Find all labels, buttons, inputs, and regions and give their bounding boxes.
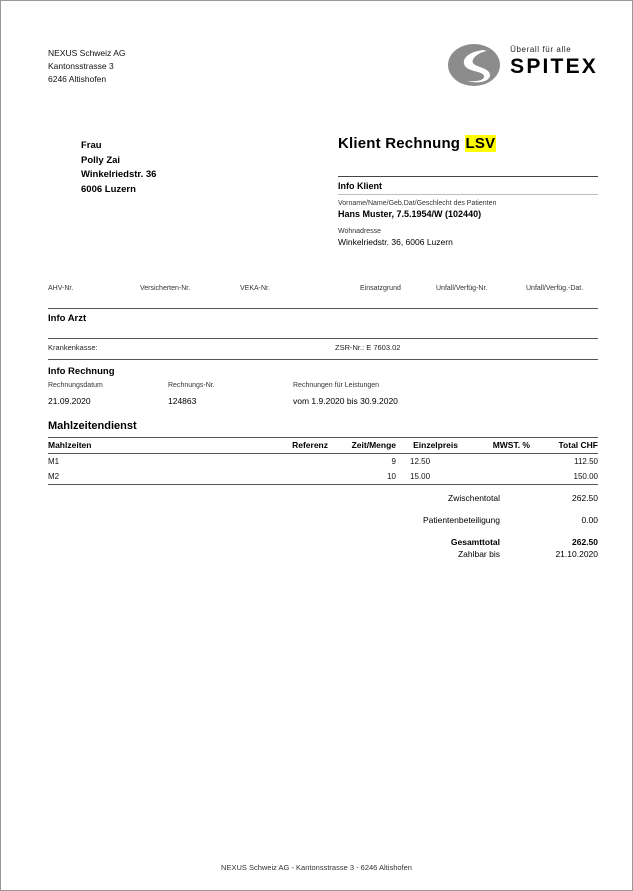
document-header — [48, 47, 598, 87]
insurer-label: Krankenkasse: — [48, 343, 98, 352]
insurer-section — [48, 338, 598, 356]
recipient-line-3: Winkelriedstr. 36 — [81, 169, 157, 180]
subtotal-row — [48, 493, 598, 503]
th-einzelpreis: Einzelpreis — [396, 438, 458, 454]
row-menge: 9 — [391, 457, 396, 466]
logo-wordmark — [510, 43, 598, 77]
sender-line-3: 6246 Altishofen — [48, 74, 107, 84]
th-zeit-menge: Zeit/Menge — [328, 438, 396, 454]
client-caption: Vorname/Name/Geb.Dat/Geschlecht des Patienten — [338, 200, 497, 207]
col-unfall-dat: Unfall/Verfüg.-Dat. — [526, 285, 584, 292]
sender-line-1: NEXUS Schweiz AG — [48, 48, 126, 58]
th-total: Total CHF — [530, 438, 598, 454]
row-name: M2 — [48, 469, 248, 485]
grand-total-label: Gesamttotal — [450, 537, 500, 547]
client-address-value: Winkelriedstr. 36, 6006 Luzern — [338, 237, 453, 247]
invoice-date: 21.09.2020 — [48, 396, 91, 406]
grand-total-value: 262.50 — [572, 537, 598, 547]
invoice-headers — [48, 382, 598, 394]
col-ahv-nr: AHV-Nr. — [48, 285, 74, 292]
doctor-section-label: Info Arzt — [48, 313, 87, 324]
col-unfall-nr: Unfall/Verfüg-Nr. — [436, 285, 488, 292]
row-mwst — [458, 469, 530, 485]
insurer-zsr: ZSR-Nr.: E 7603.02 — [335, 343, 401, 352]
insurance-columns — [48, 285, 598, 305]
client-divider — [338, 194, 598, 195]
row-einzelpreis: 15.00 — [396, 469, 458, 485]
patient-share-label: Patientenbeteiligung — [422, 515, 500, 525]
invoice-title-block — [338, 135, 598, 247]
invoice-values — [48, 396, 598, 410]
doctor-section — [48, 308, 598, 335]
due-date-value: 21.10.2020 — [555, 549, 598, 559]
col-einsatzgrund: Einsatzgrund — [360, 285, 401, 292]
th-mahlzeiten: Mahlzeiten — [48, 438, 248, 454]
swoosh-icon — [447, 43, 501, 87]
sender-line-2: Kantonsstrasse 3 — [48, 61, 114, 71]
service-title: Mahlzeitendienst — [48, 420, 137, 432]
insurer-row — [48, 343, 598, 356]
col-versicherten-nr: Versicherten-Nr. — [140, 285, 191, 292]
row-menge: 10 — [328, 469, 396, 485]
totals-block — [48, 493, 598, 559]
row-referenz — [248, 454, 328, 470]
row-name: M1 — [48, 457, 60, 466]
client-value: Hans Muster, 7.5.1954/W (102440) — [338, 209, 482, 219]
invoice-header-date: Rechnungsdatum — [48, 382, 103, 389]
page-title — [338, 135, 598, 152]
patient-share-value: 0.00 — [581, 515, 598, 525]
invoice-section-label: Info Rechnung — [48, 366, 115, 377]
service-table — [48, 437, 598, 485]
grand-total-row — [48, 537, 598, 547]
logo-tagline: Überall für alle — [510, 45, 572, 54]
invoice-number: 124863 — [168, 396, 197, 406]
recipient-line-2: Polly Zai — [81, 154, 121, 166]
due-date-row — [48, 549, 598, 559]
client-address-caption: Wohnadresse — [338, 228, 382, 235]
invoice-section — [48, 359, 598, 410]
recipient-address — [81, 139, 156, 197]
invoice-header-number: Rechnungs-Nr. — [168, 382, 215, 389]
sender-address — [48, 47, 125, 86]
row-total: 150.00 — [530, 469, 598, 485]
spitex-logo — [447, 43, 598, 87]
recipient-line-1: Frau — [81, 140, 102, 151]
logo-name: SPITEX — [510, 55, 598, 78]
invoice-body — [48, 47, 598, 571]
client-section-label: Info Klient — [338, 181, 382, 191]
subtotal-label: Zwischentotal — [448, 493, 500, 503]
recipient-line-4: 6006 Luzern — [81, 183, 136, 195]
table-header-row — [48, 438, 598, 454]
th-referenz: Referenz — [248, 438, 328, 454]
invoice-period: vom 1.9.2020 bis 30.9.2020 — [293, 396, 398, 406]
col-veka-nr: VEKA-Nr. — [240, 285, 270, 292]
document-title-highlight: LSV — [465, 135, 496, 152]
document-title-text: Klient Rechnung — [338, 135, 461, 152]
page-footer: NEXUS Schweiz AG - Kantonsstrasse 3 - 6246 Altishofen — [221, 863, 412, 872]
invoice-header-period: Rechnungen für Leistungen — [293, 382, 380, 389]
patient-share-row — [48, 515, 598, 525]
subtotal-value: 262.50 — [572, 493, 598, 503]
due-date-label: Zahlbar bis — [457, 549, 500, 559]
th-mwst: MWST. % — [458, 438, 530, 454]
row-referenz — [248, 469, 328, 485]
row-einzelpreis: 12.50 — [410, 457, 431, 466]
title-divider — [338, 176, 598, 177]
row-total: 112.50 — [574, 457, 598, 466]
table-row — [48, 469, 598, 485]
table-row — [48, 454, 598, 470]
row-mwst — [458, 454, 530, 470]
address-and-title-block — [48, 135, 598, 269]
